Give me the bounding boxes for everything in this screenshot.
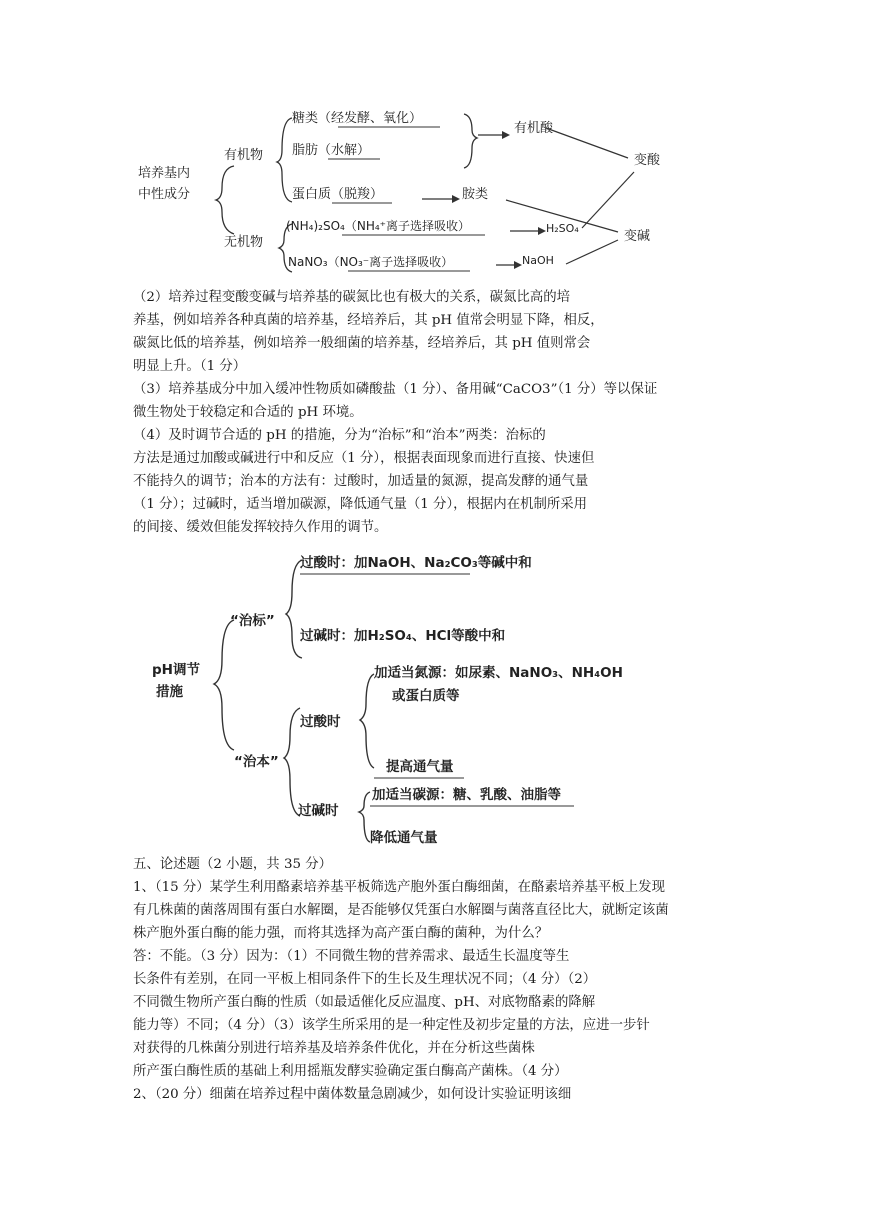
ben-base-brace	[359, 792, 370, 842]
root-label-line2: 中性成分	[138, 187, 191, 202]
a1-line2: 长条件有差别，在同一平板上相同条件下的生长及生理状况不同；（4 分）（2）	[133, 972, 597, 987]
para2-line1: （2）培养过程变酸变碱与培养基的碳氮比也有极大的关系，碳氮比高的培	[133, 290, 571, 305]
fat-item: 脂肪（水解）	[292, 143, 371, 158]
carbon-item: 加适当碳源：糖、乳酸、油脂等	[372, 787, 561, 803]
q2-line1: 2、（20 分）细菌在培养过程中菌体数量急剧减少，如何设计实验证明该细	[133, 1087, 572, 1102]
ph-root-line1: pH调节	[152, 662, 200, 678]
naoh-to-alkalify	[566, 240, 618, 264]
inorganic-label: 无机物	[224, 235, 264, 250]
a1-line4: 能力等）不同；（4 分）（3）该学生所采用的是一种定性及初步定量的方法，应进一步针	[133, 1018, 650, 1033]
medium-ph-change-diagram	[130, 100, 730, 280]
acidify-label: 变酸	[634, 153, 661, 168]
para3-line1: （3）培养基成分中加入缓冲性物质如磷酸盐（1 分）、备用碱“CaCO3”（1 分）等以保证	[133, 382, 658, 397]
biao-base-item: 过碱时：加H₂SO₄、HCl等酸中和	[300, 628, 506, 644]
amine-label: 胺类	[462, 187, 489, 202]
q1-line1: 1、（15 分）某学生利用酪素培养基平板筛选产胞外蛋白酶细菌，在酪素培养基平板上发现	[133, 880, 665, 895]
para4-line4: （1 分）；过碱时，适当增加碳源，降低通气量（1 分），根据内在机制所采用	[133, 497, 588, 512]
a1-line6: 所产蛋白酶性质的基础上利用摇瓶发酵实验确定蛋白酶高产菌株。（4 分）	[133, 1064, 568, 1079]
aeration-up-item: 提高通气量	[386, 759, 454, 775]
sulfuric-to-acidify	[582, 172, 634, 228]
ph-root-brace	[214, 620, 234, 750]
root-label-line1: 培养基内	[138, 166, 191, 181]
aeration-down-item: 降低通气量	[370, 830, 438, 846]
q1-line3: 株产胞外蛋白酶的能力强，而将其选择为高产蛋白酶的菌种，为什么？	[133, 926, 549, 941]
arrow-to-naoh-head	[514, 261, 522, 269]
zhibiao-label: “治标”	[230, 613, 275, 629]
naoh-label: NaOH	[522, 254, 554, 267]
para4-line1: （4）及时调节合适的 pH 的措施，分为“治标”和“治本”两类：治标的	[133, 428, 546, 443]
ben-acid-label: 过酸时	[300, 714, 341, 730]
a1-line1: 答：不能。（3 分）因为：（1）不同微生物的营养需求、最适生长温度等生	[133, 949, 570, 964]
acid-to-acidify	[546, 128, 628, 158]
ph-root-line2: 措施	[156, 684, 183, 700]
para4-line2: 方法是通过加酸或碱进行中和反应（1 分），根据表面现象而进行直接、快速但	[133, 451, 595, 466]
arrow-to-organic-acid-head	[502, 131, 510, 139]
arrow-to-sulfuric-acid-head	[538, 227, 546, 235]
root-brace	[216, 166, 234, 234]
para4-line3: 不能持久的调节；治本的方法有：过酸时，加适量的氮源，提高发酵的通气量	[133, 474, 589, 489]
organic-brace	[277, 118, 292, 202]
biao-acid-item: 过酸时：加NaOH、Na₂CO₃等碱中和	[300, 555, 532, 571]
ph-regulation-diagram	[130, 540, 690, 852]
ammonium-sulfate-item: (NH₄)₂SO₄（NH₄⁺离子选择吸收）	[286, 219, 471, 233]
section5-heading: 五、论述题（2 小题，共 35 分）	[133, 857, 333, 872]
organic-acid-label: 有机酸	[514, 121, 554, 136]
para2-line3: 碳氮比低的培养基，例如培养一般细菌的培养基，经培养后，其 pH 值则常会	[133, 336, 591, 351]
a1-line5: 对获得的几株菌分别进行培养基及培养条件优化，并在分析这些菌株	[133, 1041, 535, 1056]
nitrogen-item-line1: 加适当氮源：如尿素、NaNO₃、NH₄OH	[374, 665, 623, 681]
zhiben-brace	[284, 708, 300, 816]
alkalify-label: 变碱	[624, 229, 651, 244]
a1-line3: 不同微生物所产蛋白酶的性质（如最适催化反应温度、pH、对底物酪素的降解	[133, 995, 596, 1010]
q1-line2: 有几株菌的菌落周围有蛋白水解圈，是否能够仅凭蛋白水解圈与菌落直径比大，就断定该菌	[133, 903, 669, 918]
para3-line2: 微生物处于较稳定和合适的 pH 环境。	[133, 405, 363, 420]
sulfuric-acid-label: H₂SO₄	[546, 222, 579, 235]
para2-line4: 明显上升。（1 分）	[133, 359, 247, 374]
sugar-item: 糖类（经发酵、氧化）	[292, 111, 423, 126]
zhiben-label: “治本”	[234, 754, 279, 770]
acid-source-brace	[464, 114, 477, 168]
para2-line2: 养基，例如培养各种真菌的培养基，经培养后，其 pH 值常会明显下降，相反，	[133, 313, 604, 328]
ben-base-label: 过碱时	[298, 803, 339, 819]
nitrogen-item-line2: 或蛋白质等	[392, 688, 460, 704]
organic-label: 有机物	[224, 148, 264, 163]
para4-line5: 的间接、缓效但能发挥较持久作用的调节。	[133, 520, 388, 535]
ben-acid-brace	[360, 674, 374, 768]
protein-item: 蛋白质（脱羧）	[292, 187, 384, 202]
arrow-to-amine-head	[452, 195, 460, 203]
sodium-nitrate-item: NaNO₃（NO₃⁻离子选择吸收）	[288, 255, 454, 269]
